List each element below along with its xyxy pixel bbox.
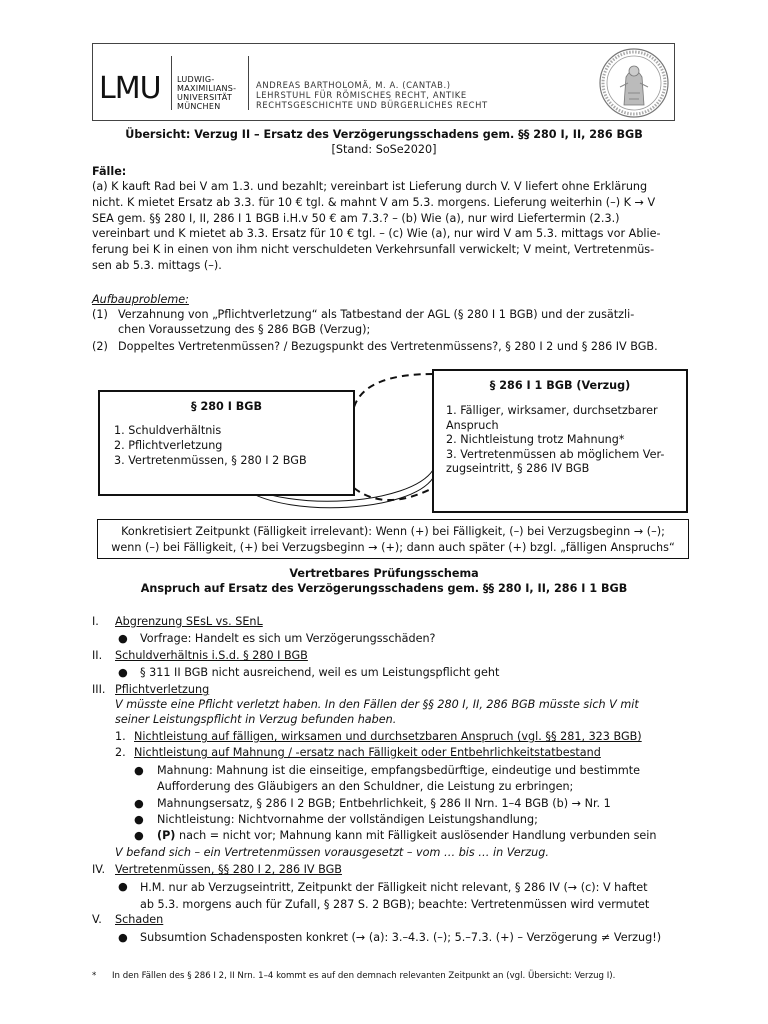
sub-bullet: Nichtleistung: Nichtvornahme der vollständigen Leistungshandlung;	[157, 813, 538, 826]
sub-bullet: Mahnungsersatz, § 286 I 2 BGB; Entbehrlichkeit, § 286 II Nrn. 1–4 BGB (b) → Nr. 1	[157, 797, 611, 810]
aufbau-heading: Aufbauprobleme:	[92, 293, 189, 306]
section-bullet: Vorfrage: Handelt es sich um Verzögerungsschäden?	[140, 632, 436, 645]
box-286-line: zugseintritt, § 286 IV BGB	[446, 462, 590, 476]
faelle-heading: Fälle:	[92, 165, 127, 178]
box-286-line: Anspruch	[446, 418, 499, 432]
university-line: LUDWIG-	[177, 75, 215, 84]
schema-subtitle: Anspruch auf Ersatz des Verzögerungsschadens gem. §§ 280 I, II, 286 I 1 BGB	[140, 582, 628, 595]
section-intro	[115, 697, 695, 727]
aufbau-num: (1)	[92, 308, 108, 321]
aufbau-item: Doppeltes Vertretenmüssen? / Bezugspunkt des Vertretenmüssens?, § 280 I 2 und § 286 IV BGB.	[118, 340, 658, 353]
bullet-line: Aufforderung des Gläubigers an den Schuldner, die Leistung zu erbringen;	[157, 780, 574, 793]
problem-mark: (P)	[157, 829, 176, 842]
note-line: wenn (–) bei Fälligkeit, (+) bei Verzugsbeginn → (+); dann auch später (+) bzgl. „fälligen Anspruchs“	[111, 541, 675, 554]
problem-text: nach = nicht vor; Mahnung kann mit Fälligkeit auslösender Handlung verbunden sein	[179, 829, 657, 842]
box-280-item: 1. Schuldverhältnis	[114, 424, 222, 437]
section-num: V.	[92, 913, 102, 926]
bullet-line: Mahnung: Mahnung ist die einseitige, empfangsbedürftige, eindeutige und bestimmte	[157, 764, 641, 777]
zeitpunkt-note	[97, 519, 689, 559]
section-title: Vertretenmüssen, §§ 280 I 2, 286 IV BGB	[115, 863, 342, 876]
chair-line: RECHTSGESCHICHTE UND BÜRGERLICHES RECHT	[256, 100, 488, 110]
box-286-line: 3. Vertretenmüssen ab möglichem Ver-	[446, 447, 665, 461]
bullet-line: ab 5.3. morgens auch für Zufall, § 287 S. 2 BGB); beachte: Vertretenmüssen wird vermutet	[140, 898, 650, 911]
note-line: Konkretisiert Zeitpunkt (Fälligkeit irrelevant): Wenn (+) bei Fälligkeit, (–) bei Verzugsbeginn → (–);	[121, 525, 665, 538]
faelle-line: SEA gem. §§ 280 I, II, 286 I 1 BGB i.H.v 50 € am 7.3.? – (b) Wie (a), nur wird Liefertermin (2.3.)	[92, 211, 620, 225]
section-bullet: § 311 II BGB nicht ausreichend, weil es um Leistungspflicht geht	[140, 666, 500, 679]
section-bullet: Subsumtion Schadensposten konkret (→ (a): 3.–4.3. (–); 5.–7.3. (+) – Verzögerung ≠ Verzug!)	[140, 931, 662, 944]
bullet-icon: ●	[118, 632, 128, 645]
page-title: Übersicht: Verzug II – Ersatz des Verzögerungsschadens gem. §§ 280 I, II, 286 BGB	[125, 128, 643, 141]
university-line: UNIVERSITÄT	[177, 93, 233, 102]
faelle-line: nicht. K mietet Ersatz ab 3.3. für 10 € tgl. & mahnt V am 5.3. morgens. Lieferung weiterhin (–) K → V	[92, 195, 656, 209]
section-num: IV.	[92, 863, 106, 876]
footnote-text: In den Fällen des § 286 I 2, II Nrn. 1–4 kommt es auf den demnach relevanten Zeitpunkt an (vgl. Übersicht: Verzug I).	[112, 971, 616, 981]
section-bullet	[140, 879, 685, 913]
footnote-mark: *	[92, 971, 97, 981]
section-title: Abgrenzung SEsL vs. SEnL	[115, 615, 263, 628]
schema-title: Vertretbares Prüfungsschema	[289, 567, 479, 580]
faelle-line: (a) K kauft Rad bei V am 1.3. und bezahlt; vereinbart ist Lieferung durch V. V liefert ohne Erklärung	[92, 180, 648, 193]
sub-bullet	[157, 763, 677, 795]
aufbau-line: chen Voraussetzung des § 286 BGB (Verzug);	[118, 323, 371, 336]
section-title: Pflichtverletzung	[115, 683, 210, 696]
faelle-line: vereinbart und K mietet ab 3.3. Ersatz für 10 € tgl. – (c) Wie (a), nur wird V am 5.3. mittags vor Ablie-	[92, 227, 661, 241]
section-num: I.	[92, 615, 99, 628]
box-280-item: 3. Vertretenmüssen, § 280 I 2 BGB	[114, 454, 307, 467]
university-line: MÜNCHEN	[177, 102, 221, 111]
faelle-line: ferung bei K in einen von ihm nicht verschuldeten Verkehrsunfall verwickelt; V meint, Vertretenmüs-	[92, 243, 655, 257]
chair-line: ANDREAS BARTHOLOMÄ, M. A. (CANTAB.)	[256, 80, 451, 90]
section-num: II.	[92, 649, 103, 662]
section-title: Schuldverhältnis i.S.d. § 280 I BGB	[115, 649, 308, 662]
box-286-line: 2. Nichtleistung trotz Mahnung*	[446, 433, 625, 447]
bullet-icon: ●	[118, 880, 128, 893]
bullet-line: H.M. nur ab Verzugseintritt, Zeitpunkt der Fälligkeit nicht relevant, § 286 IV (→ (c): V haftet	[140, 881, 648, 894]
bullet-icon: ●	[134, 764, 144, 777]
box-280-item: 2. Pflichtverletzung	[114, 439, 223, 452]
sub-num: 2.	[115, 746, 126, 759]
connector-dashed-top	[354, 374, 433, 407]
sub-title: Nichtleistung auf Mahnung / -ersatz nach Fälligkeit oder Entbehrlichkeitstatbestand	[134, 746, 601, 759]
bullet-icon: ●	[134, 797, 144, 810]
sub-bullet-p	[157, 828, 657, 843]
stand-label: [Stand: SoSe2020]	[331, 143, 437, 156]
aufbau-line: Verzahnung von „Pflichtverletzung“ als Tatbestand der AGL (§ 280 I 1 BGB) und der zusätzli-	[118, 308, 635, 321]
box-286-title: § 286 I 1 BGB (Verzug)	[489, 379, 631, 392]
sub-num: 1.	[115, 730, 126, 743]
section-num: III.	[92, 683, 106, 696]
box-286-line: 1. Fälliger, wirksamer, durchsetzbarer	[446, 404, 658, 417]
box-280-title: § 280 I BGB	[190, 400, 263, 413]
bullet-icon: ●	[118, 931, 128, 944]
box-286	[432, 369, 688, 513]
university-line: MAXIMILIANS-	[177, 84, 237, 93]
lmu-logo: LMU	[99, 71, 161, 106]
aufbau-num: (2)	[92, 340, 108, 353]
box-280	[98, 390, 355, 496]
bullet-icon: ●	[134, 813, 144, 826]
bullet-icon: ●	[118, 666, 128, 679]
chair-line: LEHRSTUHL FÜR RÖMISCHES RECHT, ANTIKE	[256, 90, 467, 100]
faelle-line: sen ab 5.3. mittags (–).	[92, 258, 222, 272]
intro-line: seiner Leistungspflicht in Verzug befunden haben.	[115, 713, 397, 726]
bullet-icon: ●	[134, 829, 144, 842]
section-outro: V befand sich – ein Vertretenmüssen vorausgesetzt – vom … bis … in Verzug.	[115, 846, 549, 859]
sub-title: Nichtleistung auf fälligen, wirksamen und durchsetzbaren Anspruch (vgl. §§ 281, 323 BGB)	[134, 730, 642, 743]
intro-line: V müsste eine Pflicht verletzt haben. In den Fällen der §§ 280 I, II, 286 BGB müsste sich V mit	[115, 698, 639, 711]
section-title: Schaden	[115, 913, 164, 926]
